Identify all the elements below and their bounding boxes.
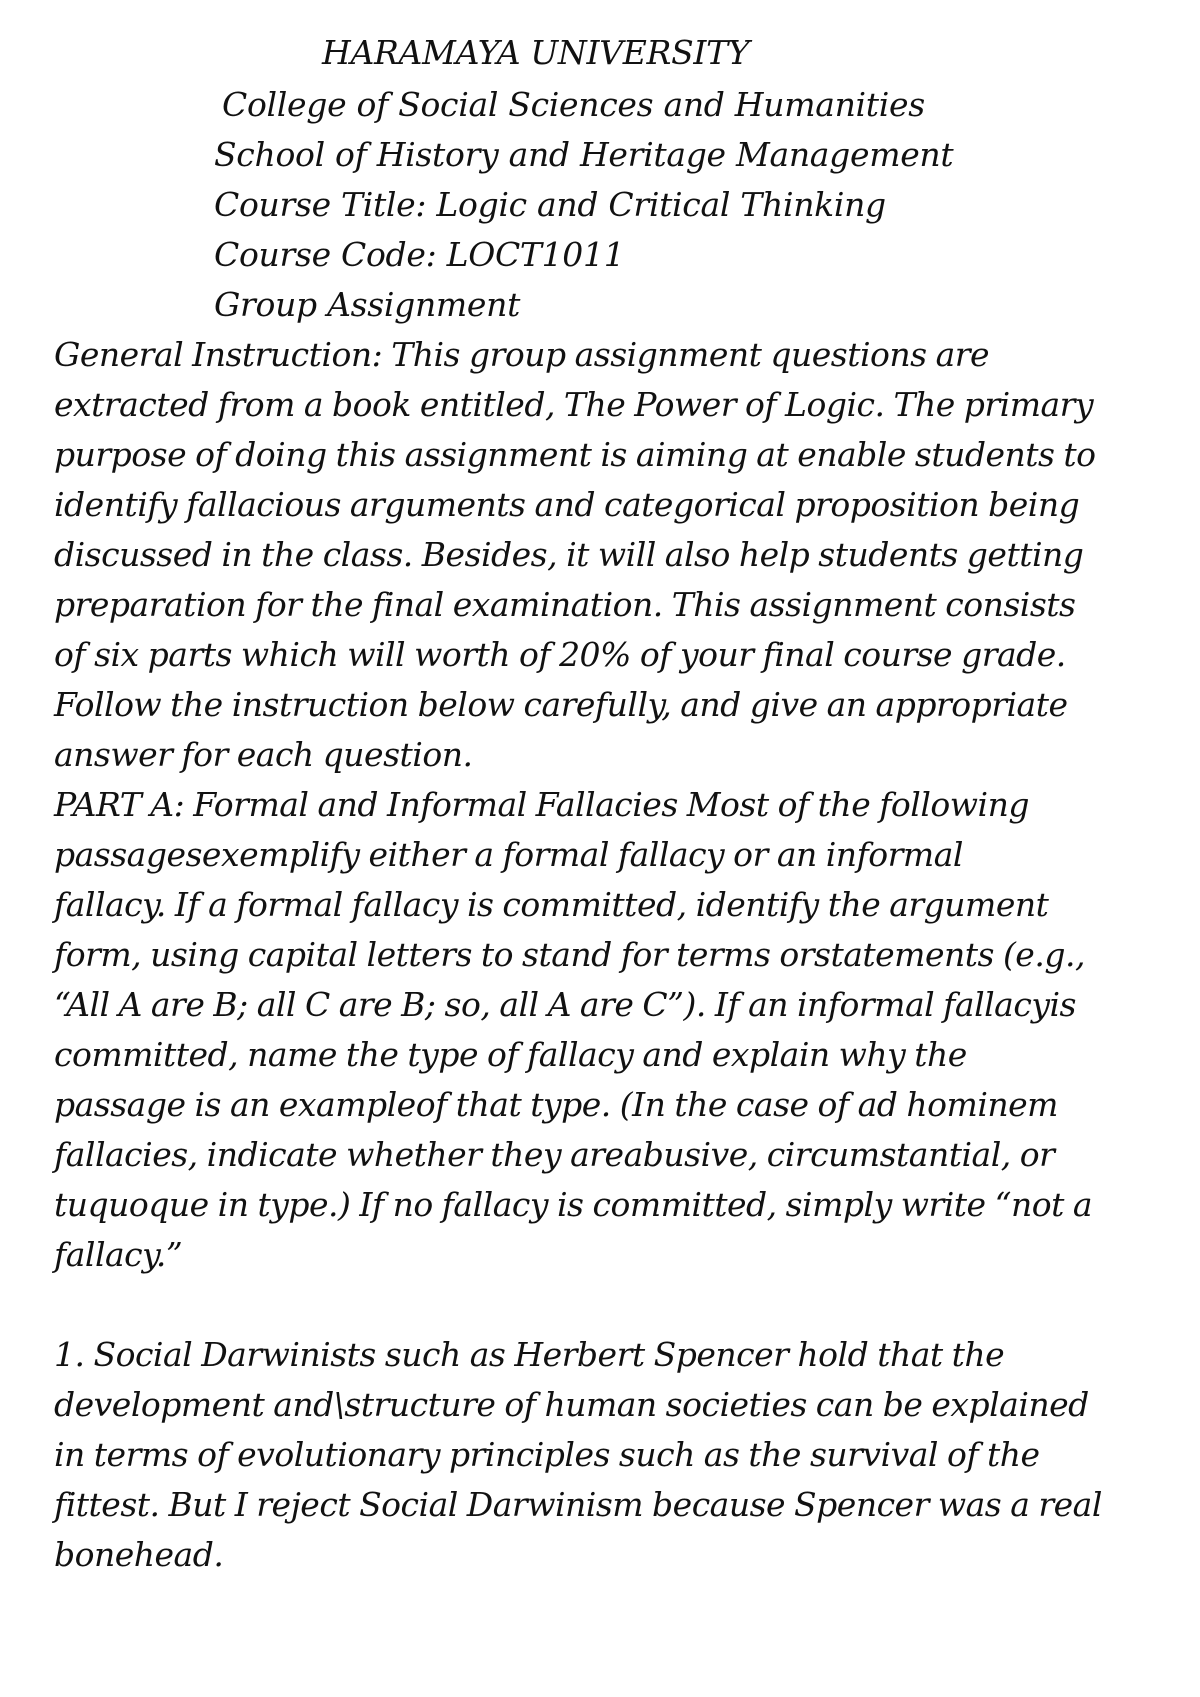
part-a-line: fallacies, indicate whether they areabusive, circumstantial, or — [54, 1135, 1055, 1174]
instruction-line: of six parts which will worth of 20% of your final course grade. — [54, 635, 1066, 674]
general-instruction — [54, 330, 1154, 780]
course-title: Course Title: Logic and Critical Thinking — [214, 185, 886, 224]
instruction-line: extracted from a book entitled, The Power of Logic. The primary — [54, 385, 1094, 424]
question-line: 1. Social Darwinists such as Herbert Spencer hold that the — [54, 1335, 1005, 1374]
part-a-line: form, using capital letters to stand for terms orstatements (e.g., — [54, 935, 1085, 974]
question-line: in terms of evolutionary principles such as the survival of the — [54, 1435, 1040, 1474]
question-line: fittest. But I reject Social Darwinism because Spencer was a real — [54, 1485, 1102, 1524]
part-a-line: “All A are B; all C are B; so, all A are C”). If an informal fallacyis — [54, 985, 1076, 1024]
course-code: Course Code: LOCT1011 — [214, 235, 625, 274]
part-a-line: tuquoque in type.) If no fallacy is committed, simply write “not a — [54, 1185, 1092, 1224]
university-name: HARAMAYA UNIVERSITY — [322, 33, 750, 72]
question-1 — [54, 1330, 1154, 1580]
question-line: development and\structure of human societies can be explained — [54, 1385, 1089, 1424]
instruction-line: identify fallacious arguments and categorical proposition being — [54, 485, 1080, 524]
instruction-line: Follow the instruction below carefully, and give an appropriate — [54, 685, 1068, 724]
college-name: College of Social Sciences and Humanities — [222, 85, 925, 124]
assignment-type: Group Assignment — [214, 285, 521, 324]
instruction-line: preparation for the final examination. This assignment consists — [54, 585, 1076, 624]
part-a-section — [54, 780, 1154, 1280]
question-line: bonehead. — [54, 1535, 224, 1574]
instruction-line: discussed in the class. Besides, it will also help students getting — [54, 535, 1084, 574]
part-a-line: fallacy. If a formal fallacy is committed, identify the argument — [54, 885, 1049, 924]
instruction-line: purpose of doing this assignment is aiming at enable students to — [54, 435, 1096, 474]
instruction-line: answer for each question. — [54, 735, 473, 774]
part-a-line: fallacy.” — [54, 1235, 183, 1274]
part-a-line: passage is an exampleof that type. (In the case of ad hominem — [54, 1085, 1058, 1124]
part-a-line: committed, name the type of fallacy and explain why the — [54, 1035, 967, 1074]
part-a-line: PART A: Formal and Informal Fallacies Most of the following — [54, 785, 1029, 824]
part-a-line: passagesexemplify either a formal fallacy or an informal — [54, 835, 963, 874]
instruction-line: General Instruction: This group assignment questions are — [54, 335, 990, 374]
school-name: School of History and Heritage Management — [214, 135, 954, 174]
